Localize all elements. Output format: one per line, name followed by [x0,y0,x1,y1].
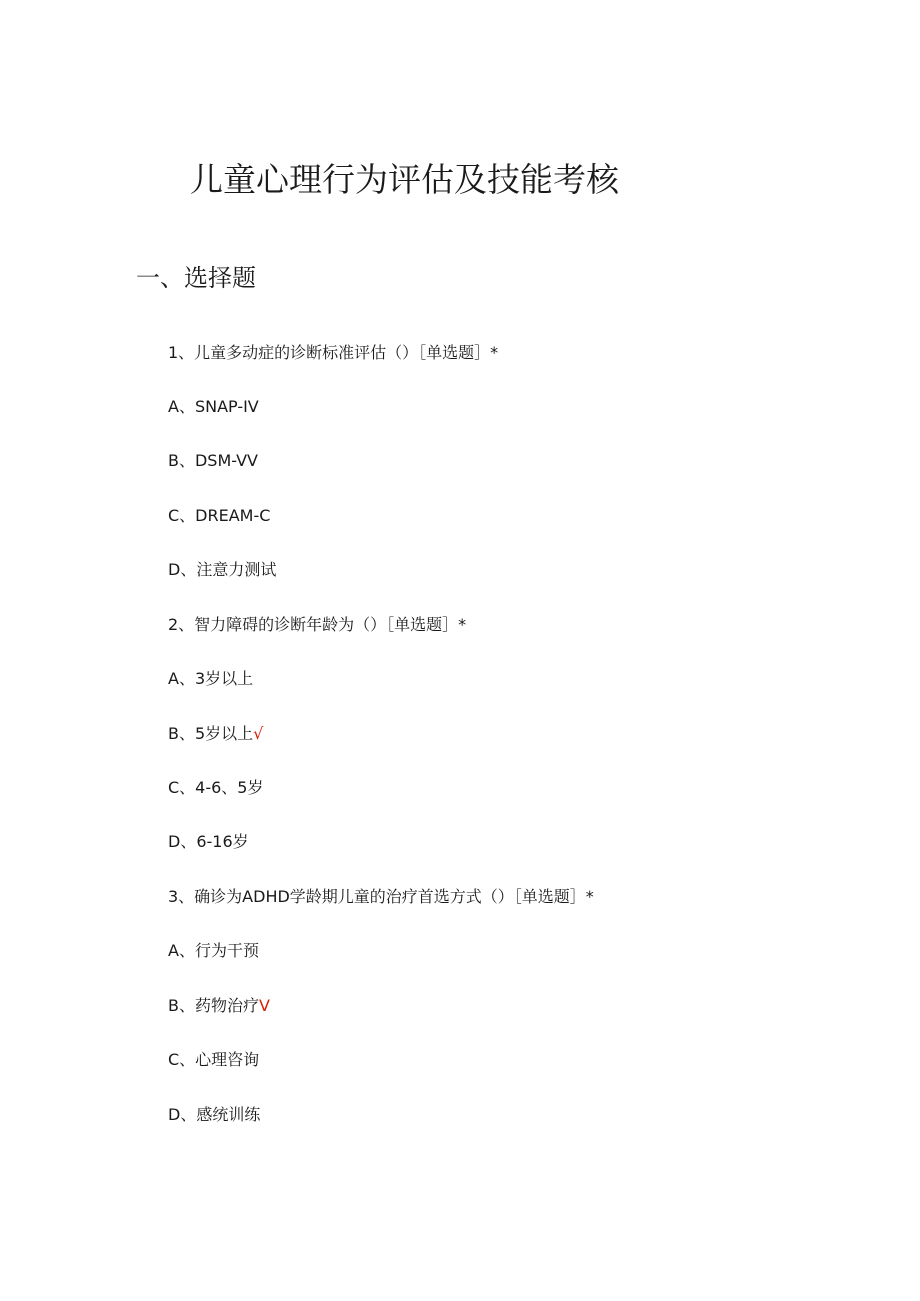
option-text: D、6-16岁 [168,832,249,851]
question-1-option-d [168,560,276,580]
option-text: B、5岁以上 [168,724,254,743]
question-3-stem: 3、确诊为ADHD学龄期儿童的治疗首选方式（）［单选题］* [168,887,594,906]
option-text: C、DREAM-C [168,506,271,525]
option-text: D、感统训练 [168,1105,261,1124]
question-3-option-a [168,941,259,961]
question-1-option-c [168,506,270,526]
question-3-option-d [168,1105,260,1125]
answer-mark: √ [253,724,264,743]
option-text: B、DSM-VV [168,451,258,470]
option-text: A、SNAP-IV [168,397,259,416]
option-text: C、心理咨询 [168,1050,260,1069]
option-text: C、4-6、5岁 [168,778,264,797]
question-1-stem: 1、儿童多动症的诊断标准评估（）［单选题］* [168,343,499,362]
option-text: B、药物治疗 [168,996,259,1015]
question-2-option-a [168,669,253,689]
question-2-stem: 2、智力障碍的诊断年龄为（）［单选题］* [168,615,467,634]
page-title: 儿童心理行为评估及技能考核 [190,160,619,199]
question-3-option-b [168,996,270,1016]
question-1-option-b [168,451,258,471]
question-3-option-c [168,1050,259,1070]
question-2-option-c [168,778,264,798]
option-text: A、3岁以上 [168,669,254,688]
question-1-option-a [168,397,259,417]
answer-mark: V [258,996,270,1015]
question-2-option-b [168,724,263,744]
option-text: D、注意力测试 [168,560,277,579]
question-2-option-d [168,832,249,852]
section-title: 一、选择题 [136,264,256,292]
option-text: A、行为干预 [168,941,259,960]
